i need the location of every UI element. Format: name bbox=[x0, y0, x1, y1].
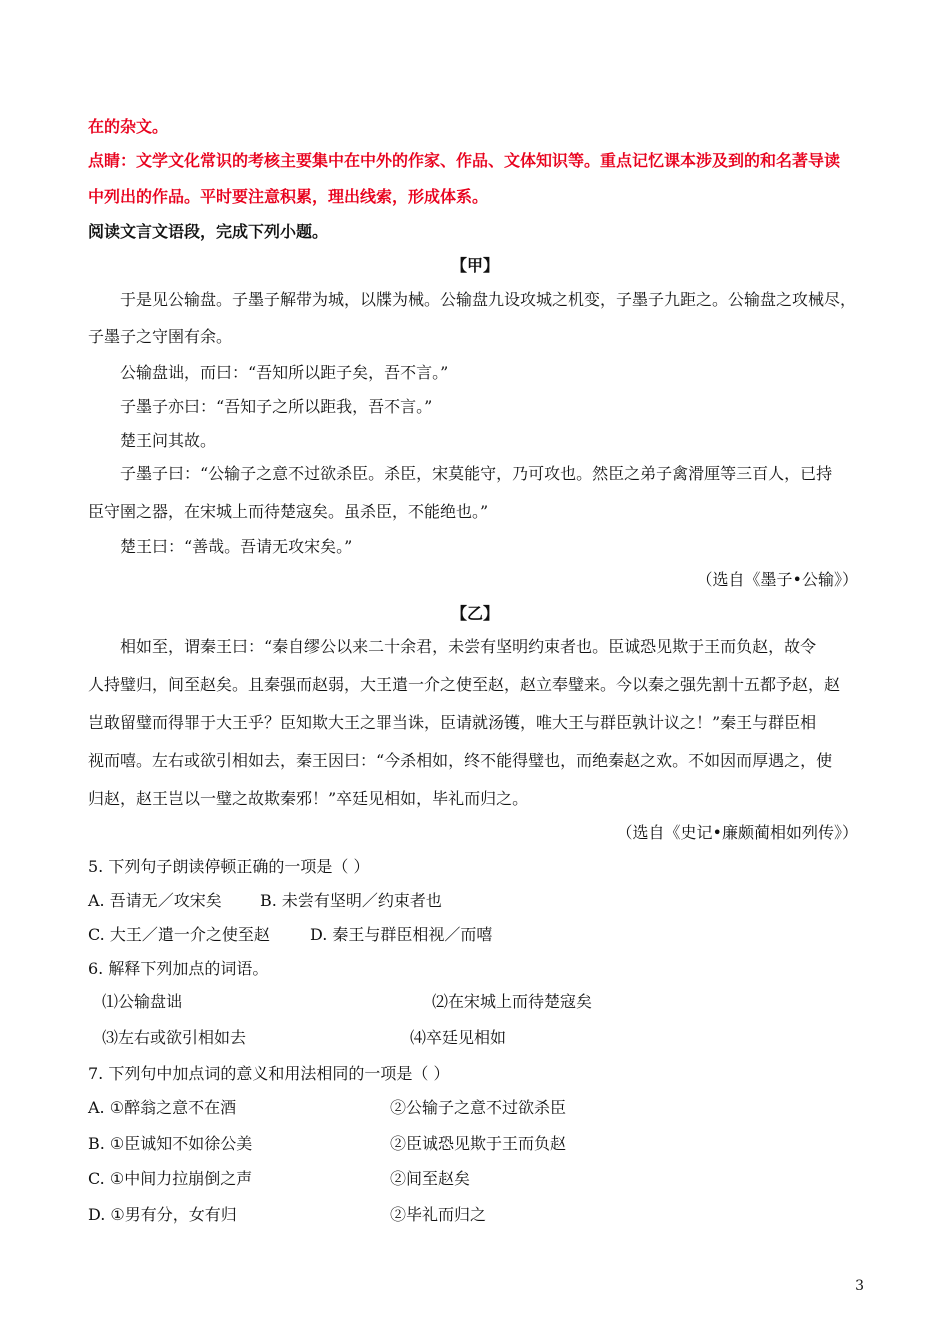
q7-a1: A. ①醉翁之意不在酒 bbox=[88, 1098, 237, 1117]
q7-d1: D. ①男有分，女有归 bbox=[88, 1205, 237, 1224]
yi-l4: 视而嘻。左右或欲引相如去，秦王因曰：“今杀相如，终不能得璧也，而绝秦赵之欢。不如因而厚遇之，使 bbox=[88, 751, 833, 770]
jia-p5a: 子墨子曰：“公输子之意不过欲杀臣。杀臣，宋莫能守，乃可攻也。然臣之弟子禽滑厘等三百人，已持 bbox=[120, 464, 833, 483]
q6-stem: 6. 解释下列加点的词语。 bbox=[88, 959, 269, 978]
yi-source: （选自《史记•廉颇蔺相如列传》） bbox=[616, 823, 858, 842]
jia-source: （选自《墨子•公输》） bbox=[696, 570, 858, 589]
q7-d2: ②毕礼而归之 bbox=[390, 1205, 487, 1224]
note-line-0: 在的杂文。 bbox=[88, 117, 169, 136]
jia-p2: 公输盘诎，而曰：“吾知所以距子矣，吾不言。” bbox=[120, 363, 449, 382]
q6-item-3: ⑶左右或欲引相如去 bbox=[102, 1028, 247, 1047]
yi-l5: 归赵，赵王岂以一璧之故欺秦邪！”卒廷见相如，毕礼而归之。 bbox=[88, 789, 529, 808]
jia-p6: 楚王曰：“善哉。吾请无攻宋矣。” bbox=[120, 537, 353, 556]
q7-c1: C. ①中间力拉崩倒之声 bbox=[88, 1169, 253, 1188]
q5-stem: 5. 下列句子朗读停顿正确的一项是（ ） bbox=[88, 857, 370, 876]
q5-option-d: D. 秦王与群臣相视／而嘻 bbox=[310, 925, 493, 944]
note-line-1: 点睛：文学文化常识的考核主要集中在中外的作家、作品、文体知识等。重点记忆课本涉及到的和名著导读 bbox=[88, 151, 841, 170]
jia-p1b: 子墨子之守圉有余。 bbox=[88, 327, 233, 346]
jia-heading: 【甲】 bbox=[450, 256, 499, 275]
q7-b2: ②臣诚恐见欺于王而负赵 bbox=[390, 1134, 567, 1153]
q5-option-b: B. 未尝有坚明／约束者也 bbox=[260, 891, 442, 910]
yi-l3: 岂敢留璧而得罪于大王乎？臣知欺大王之罪当诛，臣请就汤镬，唯大王与群臣孰计议之！”秦王与群臣相 bbox=[88, 713, 817, 732]
jia-p4: 楚王问其故。 bbox=[120, 431, 217, 450]
yi-l2: 人持璧归，间至赵矣。且秦强而赵弱，大王遣一介之使至赵，赵立奉璧来。今以秦之强先割十五都予赵，赵 bbox=[88, 675, 841, 694]
jia-p1a: 于是见公输盘。子墨子解带为城，以牒为械。公输盘九设攻城之机变，子墨子九距之。公输盘之攻械尽， bbox=[120, 290, 857, 309]
note-line-2: 中列出的作品。平时要注意积累，理出线索，形成体系。 bbox=[88, 187, 489, 206]
jia-p5b: 臣守圉之器，在宋城上而待楚寇矣。虽杀臣，不能绝也。” bbox=[88, 502, 489, 521]
q7-c2: ②间至赵矣 bbox=[390, 1169, 471, 1188]
page-number: 3 bbox=[855, 1278, 864, 1294]
yi-l1: 相如至，谓秦王曰：“秦自缪公以来二十余君，未尝有坚明约束者也。臣诚恐见欺于王而负赵，故令 bbox=[120, 637, 817, 656]
jia-p3: 子墨子亦曰：“吾知子之所以距我，吾不言。” bbox=[120, 397, 433, 416]
instruction: 阅读文言文语段，完成下列小题。 bbox=[88, 222, 329, 241]
q5-option-c: C. 大王／遣一介之使至赵 bbox=[88, 925, 270, 944]
yi-heading: 【乙】 bbox=[450, 604, 499, 623]
q6-item-2: ⑵在宋城上而待楚寇矣 bbox=[432, 992, 593, 1011]
q7-b1: B. ①臣诚知不如徐公美 bbox=[88, 1134, 253, 1153]
q6-item-1: ⑴公输盘诎 bbox=[102, 992, 183, 1011]
q6-item-4: ⑷卒廷见相如 bbox=[410, 1028, 507, 1047]
q5-option-a: A. 吾请无／攻宋矣 bbox=[88, 891, 222, 910]
q7-stem: 7. 下列句中加点词的意义和用法相同的一项是（ ） bbox=[88, 1064, 450, 1083]
q7-a2: ②公输子之意不过欲杀臣 bbox=[390, 1098, 567, 1117]
